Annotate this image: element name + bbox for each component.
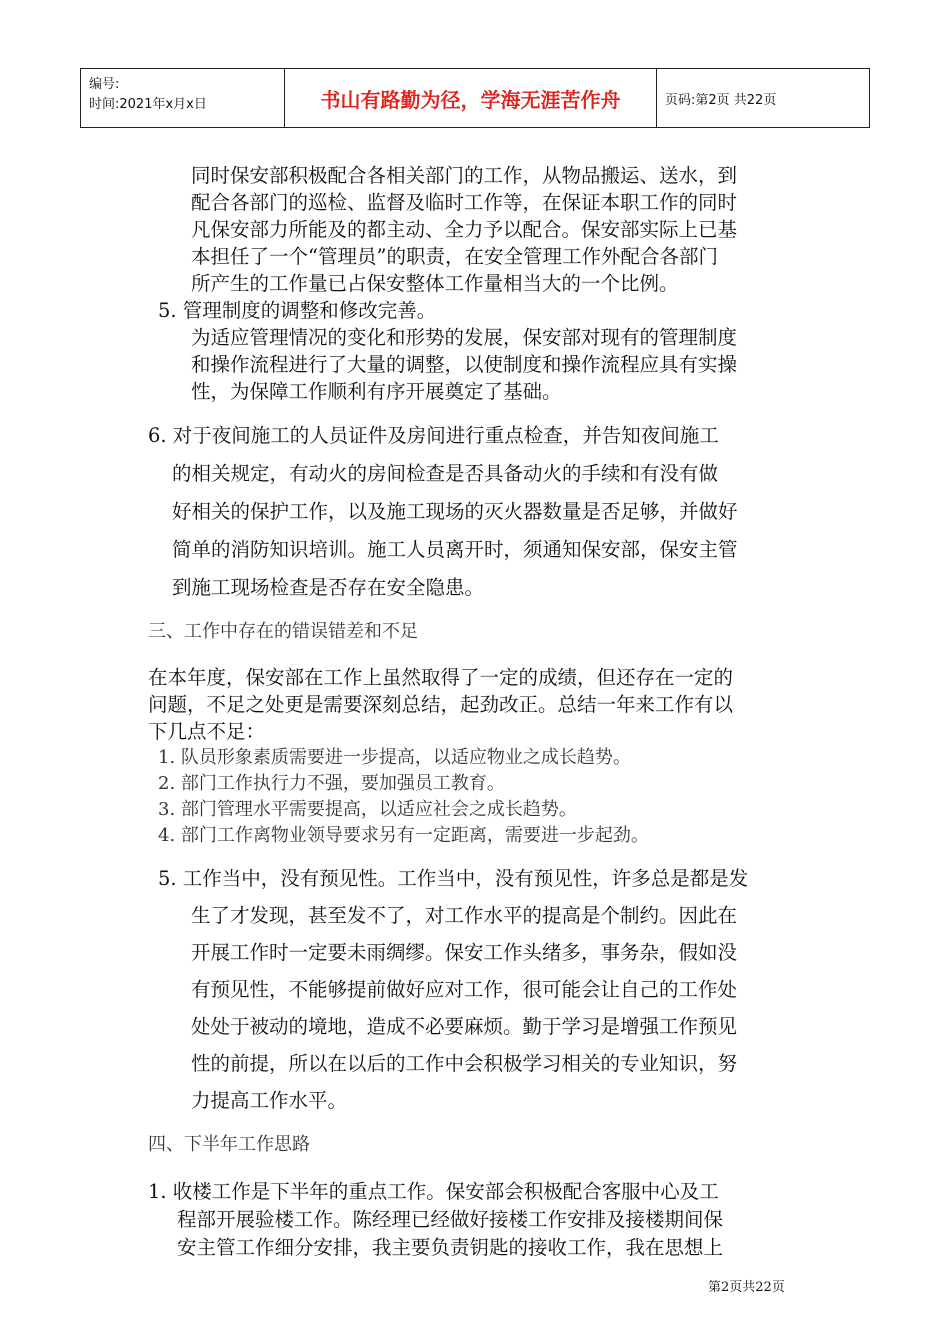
body-line: 好相关的保护工作，以及施工现场的灭火器数量是否足够，并做好 <box>172 500 738 523</box>
body-line: 和操作流程进行了大量的调整，以使制度和操作流程应具有实操 <box>191 353 738 376</box>
section-heading: 四、下半年工作思路 <box>148 1134 310 1155</box>
list-item: 1. 队员形象素质需要进一步提高，以适应物业之成长趋势。 <box>158 747 631 768</box>
body-line: 本担任了一个“管理员”的职责，在安全管理工作外配合各部门 <box>191 245 718 268</box>
body-line: 程部开展验楼工作。陈经理已经做好接楼工作安排及接楼期间保 <box>177 1208 724 1231</box>
page-footer: 第2页共22页 <box>708 1280 785 1295</box>
body-line: 性的前提，所以在以后的工作中会积极学习相关的专业知识，努 <box>191 1052 738 1075</box>
body-line: 问题，不足之处更是需要深刻总结，起劲改正。总结一年来工作有以 <box>148 693 734 716</box>
body-line: 力提高工作水平。 <box>191 1089 348 1112</box>
page-header <box>80 68 870 128</box>
body-line: 下几点不足： <box>148 720 266 743</box>
body-line: 所产生的工作量已占保安整体工作量相当大的一个比例。 <box>191 272 679 295</box>
time-label: 时间:2021年x月x日 <box>89 97 207 112</box>
list-item: 3. 部门管理水平需要提高，以适应社会之成长趋势。 <box>158 799 577 820</box>
body-line: 的相关规定，有动火的房间检查是否具备动火的手续和有没有做 <box>172 462 719 485</box>
body-line: 处处于被动的境地，造成不必要麻烦。勤于学习是增强工作预见 <box>191 1015 738 1038</box>
body-line: 生了才发现，甚至发不了，对工作水平的提高是个制约。因此在 <box>191 904 738 927</box>
page-number-cell <box>657 69 869 127</box>
list-item: 5. 管理制度的调整和修改完善。 <box>158 299 437 322</box>
body-line: 简单的消防知识培训。施工人员离开时，须通知保安部，保安主管 <box>172 538 738 561</box>
list-item: 2. 部门工作执行力不强，要加强员工教育。 <box>158 773 505 794</box>
body-line: 为适应管理情况的变化和形势的发展，保安部对现有的管理制度 <box>191 326 738 349</box>
list-item: 4. 部门工作离物业领导要求另有一定距离，需要进一步起劲。 <box>158 825 649 846</box>
motto-text: 书山有路勤为径，学海无涯苦作舟 <box>320 87 621 112</box>
body-line: 凡保安部力所能及的都主动、全力予以配合。保安部实际上已基 <box>191 218 738 241</box>
list-item: 6. 对于夜间施工的人员证件及房间进行重点检查，并告知夜间施工 <box>148 424 719 447</box>
page-label: 页码:第2页 共22页 <box>665 92 777 108</box>
body-line: 同时保安部积极配合各相关部门的工作，从物品搬运、送水，到 <box>191 164 738 187</box>
number-label: 编号: <box>89 77 120 92</box>
header-info-cell <box>81 69 285 127</box>
body-line: 到施工现场检查是否存在安全隐患。 <box>172 576 485 599</box>
body-line: 在本年度，保安部在工作上虽然取得了一定的成绩，但还存在一定的 <box>148 666 734 689</box>
body-line: 开展工作时一定要未雨绸缪。保安工作头绪多，事务杂，假如没 <box>191 941 738 964</box>
body-line: 性，为保障工作顺利有序开展奠定了基础。 <box>191 380 562 403</box>
section-heading: 三、工作中存在的错误错差和不足 <box>148 621 418 642</box>
list-item: 5. 工作当中，没有预见性。工作当中，没有预见性，许多总是都是发 <box>158 867 749 890</box>
body-line: 安主管工作细分安排，我主要负责钥匙的接收工作，我在思想上 <box>177 1236 724 1259</box>
body-line: 有预见性，不能够提前做好应对工作，很可能会让自己的工作处 <box>191 978 738 1001</box>
body-line: 配合各部门的巡检、监督及临时工作等，在保证本职工作的同时 <box>191 191 738 214</box>
list-item: 1. 收楼工作是下半年的重点工作。保安部会积极配合客服中心及工 <box>148 1180 719 1203</box>
motto-cell <box>285 69 657 127</box>
